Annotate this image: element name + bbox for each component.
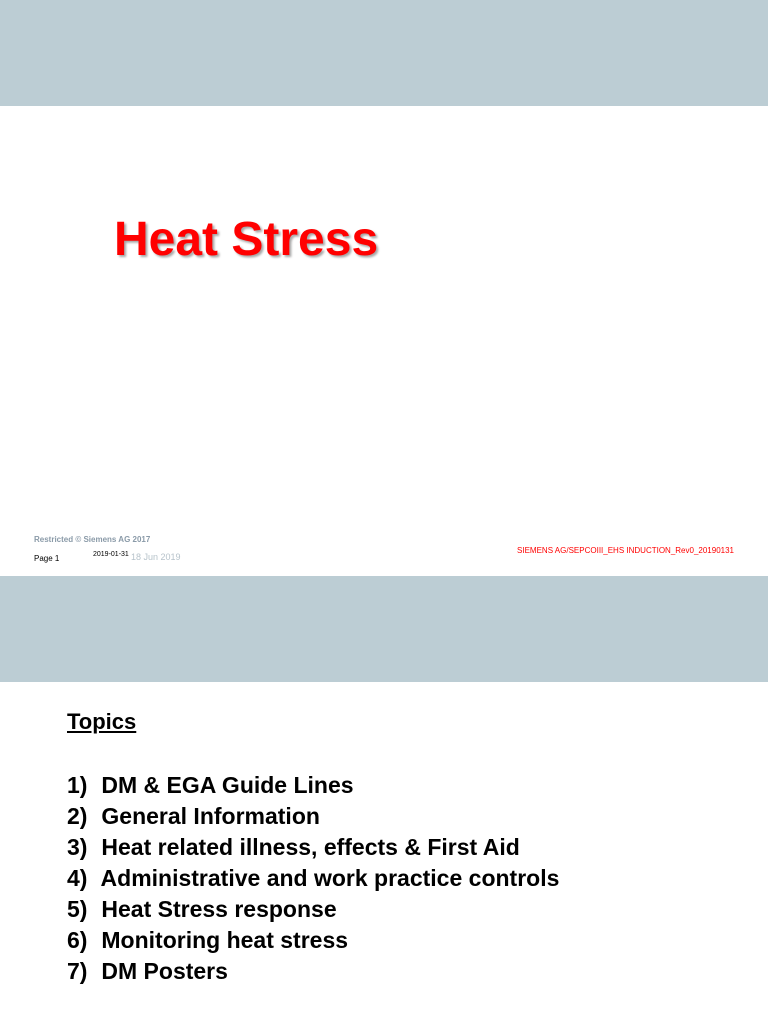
topic-item [67,832,559,863]
slide2-header-band [0,576,768,682]
page-number: Page 1 [34,554,60,563]
topic-label: Monitoring heat stress [101,927,349,953]
topic-item [67,801,559,832]
topic-number: 6) [67,927,88,953]
topic-number: 2) [67,803,88,829]
topic-label: Heat related illness, effects & First Aid [101,834,520,860]
topic-item [67,863,559,894]
slide-title: Heat Stress [114,213,379,266]
topic-item [67,770,559,801]
topic-number: 5) [67,896,88,922]
slide1-header-band [0,0,768,106]
topics-heading: Topics [67,709,137,734]
topic-label: General Information [101,803,320,829]
footer-date: 2019-01-31 [93,551,129,558]
topic-label: Heat Stress response [101,896,337,922]
topics-list [67,770,559,987]
document-id: SIEMENS AG/SEPCOIII_EHS INDUCTION_Rev0_20190131 [517,546,734,555]
topic-item [67,925,559,956]
slide-2 [0,682,768,1024]
topic-number: 1) [67,772,88,798]
restricted-notice: Restricted © Siemens AG 2017 [34,535,151,544]
topic-label: DM & EGA Guide Lines [101,772,354,798]
topic-number: 4) [67,865,88,891]
slide-1 [0,106,768,576]
topic-label: Administrative and work practice controls [100,865,560,891]
topic-number: 7) [67,958,88,984]
topic-item [67,956,559,987]
topic-item [67,894,559,925]
footer-date-light: 18 Jun 2019 [131,552,181,562]
topic-number: 3) [67,834,88,860]
topic-label: DM Posters [101,958,228,984]
